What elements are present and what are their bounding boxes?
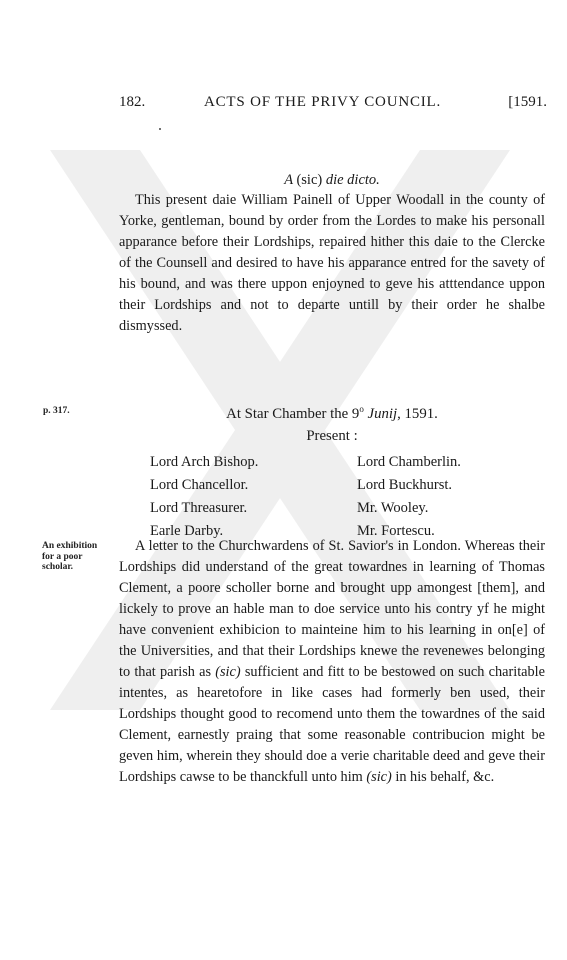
- running-header: [119, 94, 547, 114]
- margin-note-line: scholar.: [42, 562, 74, 572]
- attendee: Lord Threasurer.: [150, 500, 248, 516]
- letter-text-b: sufficient and fitt to be bestowed on such charitable intentes, as hearetofore in like cases had formerly ben used, their Lordships thought good to recomend unto them the towardnes of the said Clement, earnestly praing that some reasonable contribucion might be geven him, wherein they should doe a verie charitable deed and geve their Lordships cawse to be thanckfull unto him: [119, 664, 545, 785]
- present-label: Present :: [306, 428, 358, 444]
- stray-mark: [159, 128, 161, 130]
- meeting-heading-year: , 1591.: [397, 405, 438, 422]
- meeting-heading-month: Junij: [367, 405, 398, 422]
- margin-note-line: for a poor: [42, 551, 83, 562]
- margin-note: [42, 541, 112, 573]
- page-number: 182.: [119, 94, 146, 110]
- entry-paragraph: This present daie William Painell of Upper Woodall in the county of Yorke, gentleman, bound by order from the Lordes to make his personall apparance before their Lordships, repaired hither this daie to the Clercke of the Counsell and desired to have his apparance entred for the savety of his bound, and was there uppon enjoyned to geve his atttendance uppon their Lordships and not to departe untill by their order he shalbe dismyssed.: [119, 192, 545, 334]
- meeting-heading: [119, 404, 545, 423]
- attendees-right-column: [357, 451, 461, 543]
- sic-marker: (sic): [215, 664, 241, 680]
- running-title: ACTS OF THE PRIVY COUNCIL.: [204, 94, 442, 110]
- attendee: Mr. Wooley.: [357, 500, 429, 516]
- letter-text-a: A letter to the Churchwardens of St. Savior's in London. Whereas their Lordships did understand of the great towardnes in learning of Thomas Clement, a poore scholler borne and brought upp amongest [them], and lickely to prove an hable man to doe service unto his contry yf he might have convenient exhibicion to mainteine him to his learning in on[e] of the Universities, and that their Lordships knewe the revenewes belonging to that parish as: [119, 538, 545, 680]
- attendees-left-column: [150, 451, 258, 543]
- dateline-rest: die dicto.: [322, 172, 380, 188]
- entry-dateline: [119, 172, 545, 189]
- attendee: Mr. Fortescu.: [357, 523, 435, 539]
- running-year: [1591.: [508, 94, 547, 110]
- margin-note-line: An exhibition: [42, 541, 98, 551]
- attendee: Lord Chancellor.: [150, 477, 249, 493]
- meeting-heading-text: At Star Chamber the 9: [226, 405, 360, 422]
- sic-marker: (sic): [366, 769, 392, 785]
- dateline-sic: (sic): [296, 172, 323, 188]
- letter-paragraph: [119, 536, 545, 788]
- attendee: Lord Chamberlin.: [357, 454, 461, 470]
- dateline-letter: A: [284, 172, 297, 188]
- letter-text-c: in his behalf, &c.: [391, 769, 495, 785]
- meeting-heading-sup: o: [359, 404, 364, 414]
- attendee: Lord Buckhurst.: [357, 477, 453, 493]
- margin-page-ref: p. 317.: [43, 406, 70, 416]
- attendee: Lord Arch Bishop.: [150, 454, 259, 470]
- attendee: Earle Darby.: [150, 523, 224, 539]
